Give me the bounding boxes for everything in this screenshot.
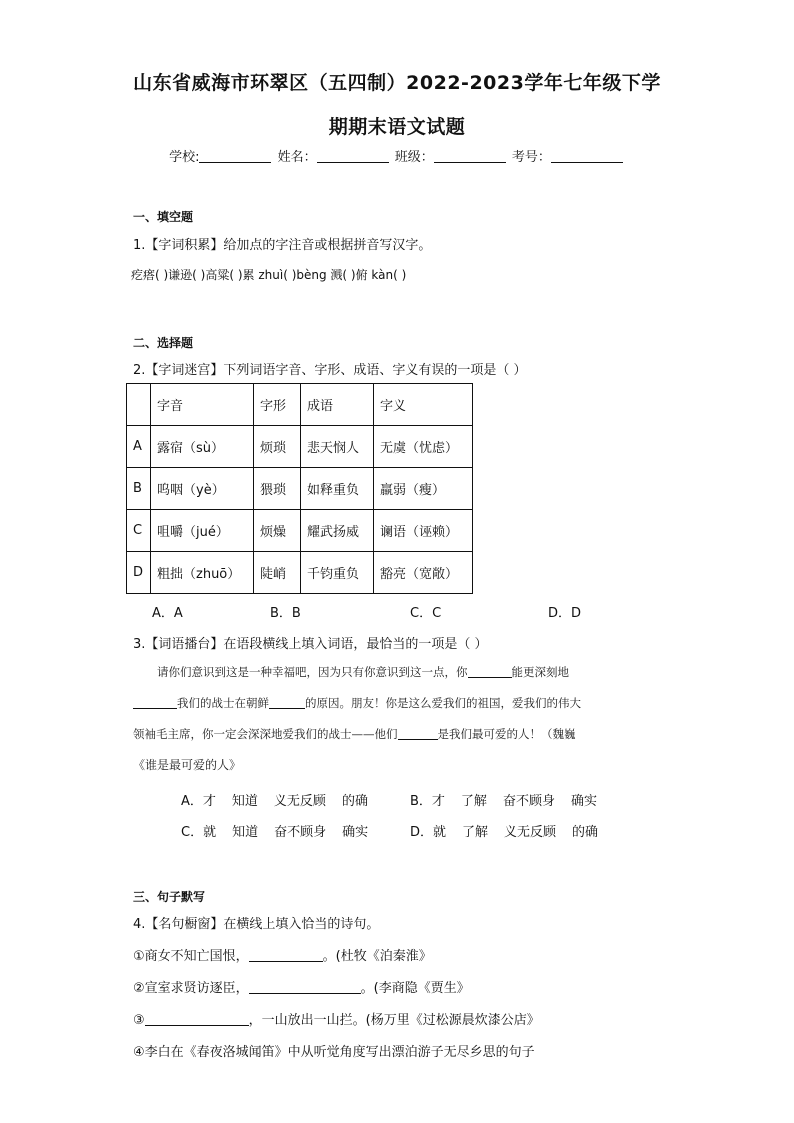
choice-text: 知道 [231, 794, 258, 809]
table-cell: C [127, 510, 151, 552]
table-cell [127, 384, 151, 426]
table-cell: A [127, 426, 151, 468]
answer-blank[interactable] [249, 949, 323, 962]
q4-item-3 [133, 1009, 540, 1028]
q2-table [126, 383, 473, 594]
q3-choice-a[interactable] [181, 790, 384, 809]
choice-text: 了解 [462, 825, 489, 840]
q3-prompt: 3.【词语播台】在语段横线上填入词语，最恰当的一项是（ ） [133, 637, 488, 652]
table-cell: 谰语（诬赖） [374, 510, 473, 552]
section3-heading: 三、句子默写 [133, 890, 206, 904]
choice-text: 知道 [232, 825, 259, 840]
choice-text: 了解 [460, 794, 487, 809]
table-cell: 粗拙（zhuō） [151, 552, 254, 594]
table-cell: 烦燥 [254, 510, 301, 552]
table-cell: 陡峭 [254, 552, 301, 594]
q1-items: 疙瘩( )谦逊( )高粱( )累 zhuì( )bèng 溅( )俯 kàn( ) [131, 268, 407, 282]
q4-item-4 [133, 1041, 535, 1060]
table-cell: 露宿（sù） [151, 426, 254, 468]
table-cell: 悲天悯人 [301, 426, 374, 468]
table-row [127, 552, 473, 594]
class-blank[interactable] [434, 149, 506, 163]
table-cell: 豁亮（宽敞） [374, 552, 473, 594]
choice-text: 的确 [572, 825, 599, 840]
table-cell: 如释重负 [301, 468, 374, 510]
table-header: 成语 [301, 384, 374, 426]
table-cell: 无虞（忧虑） [374, 426, 473, 468]
exam-title-line1: 山东省威海市环翠区（五四制）2022-2023学年七年级下学 [133, 72, 661, 94]
blank-1[interactable] [468, 665, 512, 678]
passage-text: 能更深刻地 [511, 665, 569, 679]
item-text: ④李白在《春夜洛城闻笛》中从听觉角度写出漂泊游子无尽乡思的句子 [133, 1045, 535, 1060]
section2-heading: 二、选择题 [133, 336, 194, 350]
q2-prompt: 2.【字词迷宫】下列词语字音、字形、成语、字义有误的一项是（ ） [133, 363, 527, 378]
exam-title-line2: 期期末语文试题 [328, 116, 466, 138]
q2-option-d[interactable]: D．D [548, 606, 582, 621]
item-text: ①商女不知亡国恨， [133, 949, 249, 964]
table-cell: 猥琐 [254, 468, 301, 510]
q3-choice-b[interactable] [410, 790, 613, 809]
q1-prompt: 1.【字词积累】给加点的字注音或根据拼音写汉字。 [133, 238, 432, 253]
item-text: 。(李商隐《贾生》 [360, 981, 470, 996]
school-label: 学校: [169, 150, 200, 165]
passage-text: 的原因。朋友！你是这么爱我们的祖国，爱我们的伟大 [305, 696, 581, 710]
table-row [127, 510, 473, 552]
table-cell: 千钧重负 [301, 552, 374, 594]
q2-option-a[interactable]: A．A [152, 606, 183, 621]
blank-3[interactable] [269, 696, 305, 709]
table-cell: D [127, 552, 151, 594]
passage-text: 我们的战士在朝鲜 [177, 696, 269, 710]
blank-2[interactable] [133, 696, 177, 709]
school-blank[interactable] [199, 149, 271, 163]
section1-heading: 一、填空题 [133, 210, 194, 224]
passage-text: 是我们最可爱的人！（魏巍 [437, 727, 576, 741]
item-text: 。(杜牧《泊秦淮》 [322, 949, 432, 964]
number-label: 考号： [511, 150, 551, 165]
table-cell: 羸弱（瘦） [374, 468, 473, 510]
passage-source: 《谁是最可爱的人》 [133, 758, 242, 772]
table-cell: 烦琐 [254, 426, 301, 468]
choice-text: 奋不顾身 [502, 794, 555, 809]
q2-option-c[interactable]: C．C [410, 606, 442, 621]
passage-text: 请你们意识到这是一种幸福吧，因为只有你意识到这一点，你 [157, 665, 468, 679]
student-info-row [0, 146, 794, 165]
choice-text: C．就 [181, 825, 217, 840]
q3-passage [133, 657, 665, 781]
q3-choice-c[interactable] [181, 821, 384, 840]
q4-item-1 [133, 945, 432, 964]
choice-text: 确实 [570, 794, 597, 809]
choice-text: B．才 [410, 794, 445, 809]
table-header: 字音 [151, 384, 254, 426]
choice-text: 确实 [342, 825, 369, 840]
q4-prompt: 4.【名句橱窗】在横线上填入恰当的诗句。 [133, 917, 380, 932]
number-blank[interactable] [551, 149, 623, 163]
q3-choice-d[interactable] [410, 821, 614, 840]
name-label: 姓名： [277, 150, 317, 165]
choice-text: D．就 [410, 825, 447, 840]
name-blank[interactable] [317, 149, 389, 163]
table-cell: 咀嚼（jué） [151, 510, 254, 552]
passage-text: 领袖毛主席，你一定会深深地爱我们的战士——他们 [133, 727, 398, 741]
q4-item-2 [133, 977, 470, 996]
choice-text: 的确 [341, 794, 368, 809]
choice-text: A．才 [181, 794, 216, 809]
answer-blank[interactable] [249, 981, 361, 994]
table-header-row [127, 384, 473, 426]
answer-blank[interactable] [145, 1013, 249, 1026]
item-text: ②宣室求贤访逐臣， [133, 981, 249, 996]
item-text: ，一山放出一山拦。(杨万里《过松源晨炊漆公店》 [248, 1013, 540, 1028]
table-cell: B [127, 468, 151, 510]
table-header: 字义 [374, 384, 473, 426]
choice-text: 奋不顾身 [274, 825, 327, 840]
table-cell: 呜咽（yè） [151, 468, 254, 510]
table-header: 字形 [254, 384, 301, 426]
choice-text: 义无反顾 [504, 825, 557, 840]
choice-text: 义无反顾 [273, 794, 326, 809]
q2-option-b[interactable]: B．B [270, 606, 301, 621]
table-row [127, 468, 473, 510]
table-row [127, 426, 473, 468]
item-text: ③ [133, 1013, 145, 1028]
blank-4[interactable] [398, 727, 438, 740]
table-cell: 耀武扬威 [301, 510, 374, 552]
class-label: 班级： [394, 150, 434, 165]
